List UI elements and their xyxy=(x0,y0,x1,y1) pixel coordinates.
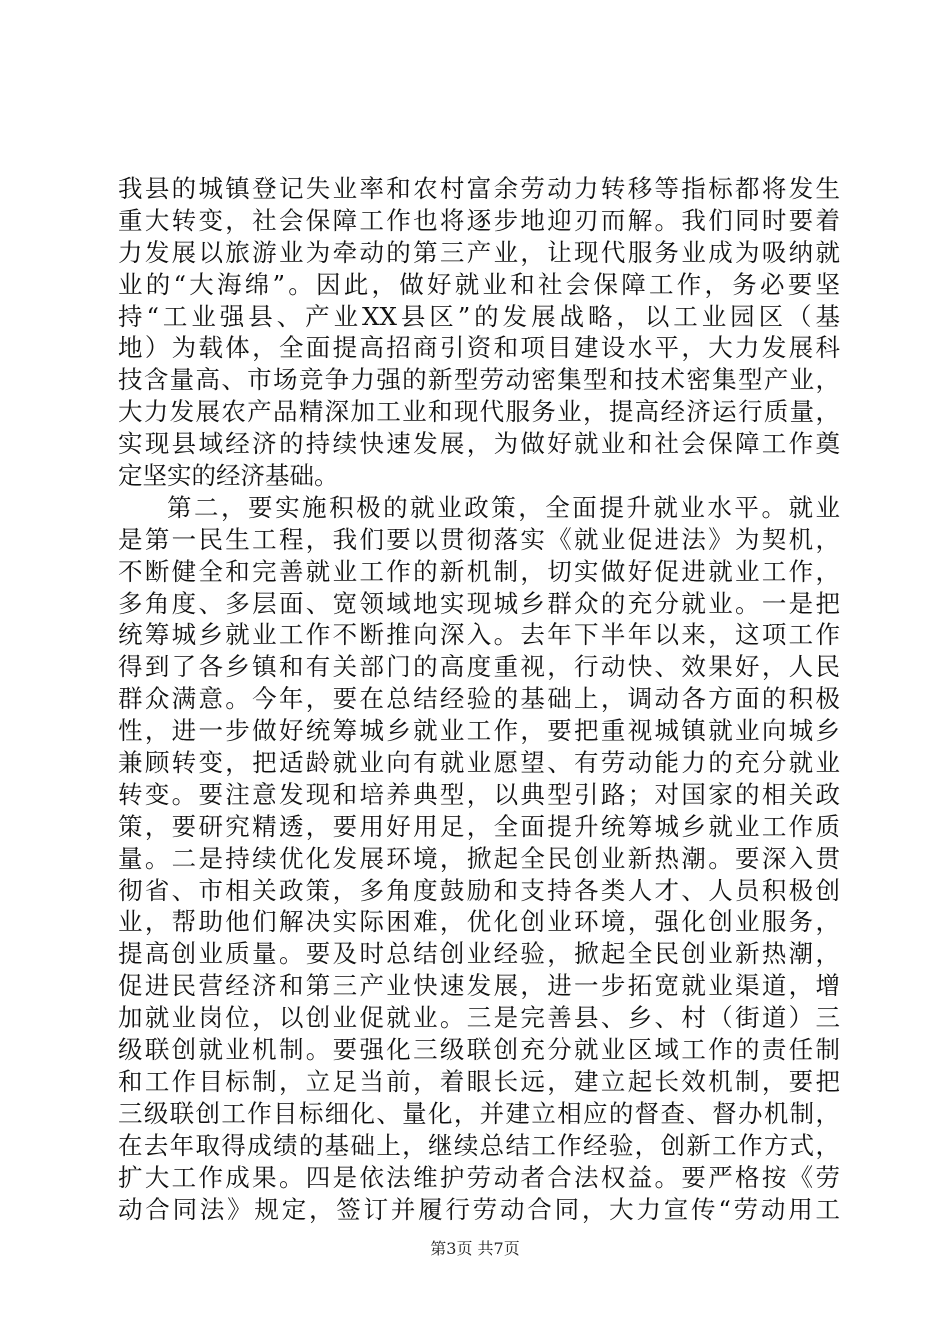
text-line: 性，进一步做好统筹城乡就业工作，要把重视城镇就业向城乡 xyxy=(118,716,840,746)
text-line: 群众满意。今年，要在总结经验的基础上，调动各方面的积极 xyxy=(118,684,840,714)
text-line: 扩大工作成果。四是依法维护劳动者合法权益。要严格按《劳 xyxy=(118,1162,840,1192)
text-line: 地）为载体，全面提高招商引资和项目建设水平，大力发展科 xyxy=(118,333,840,363)
text-line: 动合同法》规定，签订并履行劳动合同，大力宣传“劳动用工 xyxy=(118,1194,840,1224)
text-line: 级联创就业机制。要强化三级联创充分就业区域工作的责任制 xyxy=(118,1035,840,1065)
text-line: 在去年取得成绩的基础上，继续总结工作经验，创新工作方式， xyxy=(118,1130,840,1160)
text-line: 业，帮助他们解决实际困难，优化创业环境，强化创业服务， xyxy=(118,907,840,937)
text-line: 技含量高、市场竞争力强的新型劳动密集型和技术密集型产业， xyxy=(118,365,840,395)
page-number-footer: 第3页 共7页 xyxy=(430,1239,520,1258)
text-line: 多角度、多层面、宽领域地实现城乡群众的充分就业。一是把 xyxy=(118,588,840,618)
text-line: 业的“大海绵”。因此，做好就业和社会保障工作，务必要坚 xyxy=(118,269,840,299)
text-line: 兼顾转变，把适龄就业向有就业愿望、有劳动能力的充分就业 xyxy=(118,748,840,778)
text-line: 加就业岗位，以创业促就业。三是完善县、乡、村（街道）三 xyxy=(118,1003,840,1033)
text-line: 和工作目标制，立足当前，着眼长远，建立起长效机制，要把 xyxy=(118,1066,840,1096)
text-line: 三级联创工作目标细化、量化，并建立相应的督查、督办机制， xyxy=(118,1098,840,1128)
text-line: 统筹城乡就业工作不断推向深入。去年下半年以来，这项工作 xyxy=(118,620,840,650)
paragraph-first-line: 第二，要实施积极的就业政策，全面提升就业水平。就业 xyxy=(167,492,840,522)
text-line: 转变。要注意发现和培养典型，以典型引路；对国家的相关政 xyxy=(118,779,840,809)
text-line: 策，要研究精透，要用好用足，全面提升统筹城乡就业工作质 xyxy=(118,811,840,841)
text-line: 定坚实的经济基础。 xyxy=(118,461,339,491)
text-line: 是第一民生工程，我们要以贯彻落实《就业促进法》为契机， xyxy=(118,524,840,554)
text-line: 不断健全和完善就业工作的新机制，切实做好促进就业工作， xyxy=(118,556,840,586)
text-line: 大力发展农产品精深加工业和现代服务业，提高经济运行质量， xyxy=(118,397,840,427)
body-text xyxy=(118,173,840,1225)
text-line: 提高创业质量。要及时总结创业经验，掀起全民创业新热潮， xyxy=(118,939,840,969)
text-line: 持“工业强县、产业XX县区”的发展战略，以工业园区（基 xyxy=(118,301,840,331)
text-line: 量。二是持续优化发展环境，掀起全民创业新热潮。要深入贯 xyxy=(118,843,840,873)
text-line: 重大转变，社会保障工作也将逐步地迎刃而解。我们同时要着 xyxy=(118,205,840,235)
text-line: 我县的城镇登记失业率和农村富余劳动力转移等指标都将发生 xyxy=(118,174,840,203)
text-line: 得到了各乡镇和有关部门的高度重视，行动快、效果好，人民 xyxy=(118,652,840,682)
text-line: 彻省、市相关政策，多角度鼓励和支持各类人才、人员积极创 xyxy=(118,875,840,905)
text-line: 促进民营经济和第三产业快速发展，进一步拓宽就业渠道，增 xyxy=(118,971,840,1001)
text-line: 力发展以旅游业为牵动的第三产业，让现代服务业成为吸纳就 xyxy=(118,237,840,267)
text-line: 实现县域经济的持续快速发展，为做好就业和社会保障工作奠 xyxy=(118,429,840,459)
